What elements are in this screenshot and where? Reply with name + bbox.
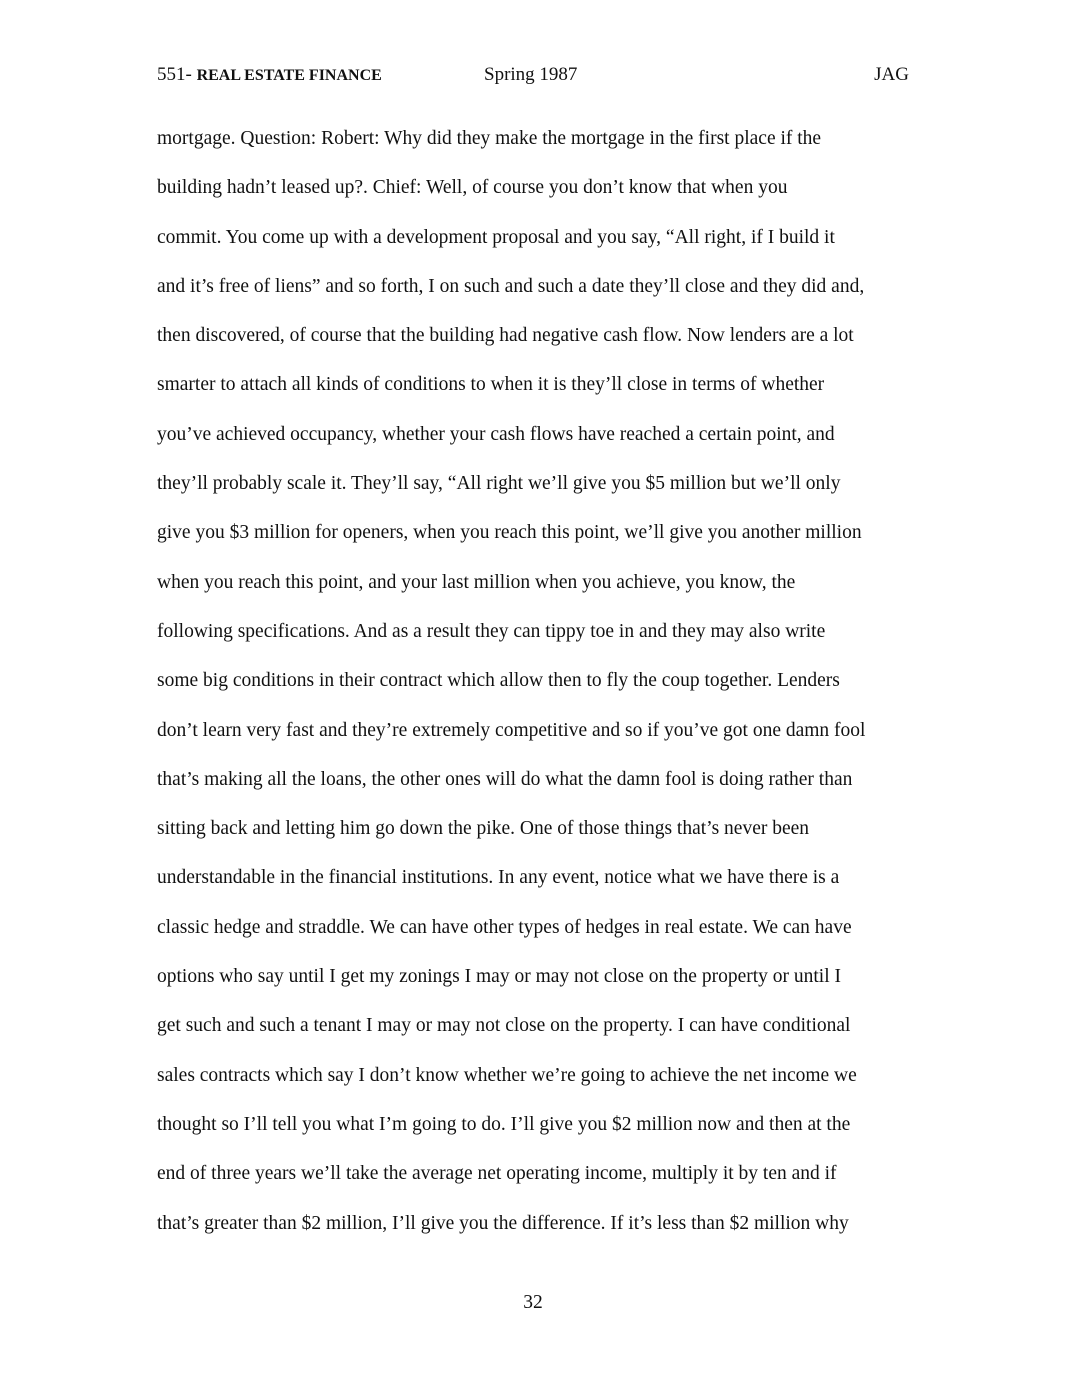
text-line: mortgage. Question: Robert: Why did they make the mortgage in the first place if the	[157, 128, 822, 149]
text-line: following specifications. And as a result they can tippy toe in and they may also write	[157, 620, 826, 642]
transcript-body	[157, 114, 917, 1248]
semester: Spring 1987	[484, 64, 578, 85]
text-line: understandable in the financial institutions. In any event, notice what we have there is a	[157, 867, 840, 889]
text-line: when you reach this point, and your last million when you achieve, you know, the	[157, 571, 796, 593]
text-line: that’s making all the loans, the other ones will do what the damn fool is doing rather than	[157, 768, 853, 790]
text-line: smarter to attach all kinds of conditions to when it is they’ll close in terms of whether	[157, 374, 825, 396]
course-number: 551-	[157, 64, 192, 85]
text-line: commit. You come up with a development proposal and you say, “All right, if I build it	[157, 226, 835, 248]
text-line: then discovered, of course that the building had negative cash flow. Now lenders are a lot	[157, 325, 854, 347]
page-number: 32	[523, 1292, 543, 1313]
text-line: you’ve achieved occupancy, whether your cash flows have reached a certain point, and	[157, 423, 835, 445]
text-line: end of three years we’ll take the average net operating income, multiply it by ten and if	[157, 1163, 837, 1185]
text-line: thought so I’ll tell you what I’m going to do. I’ll give you $2 million now and then at the	[157, 1113, 851, 1135]
text-line: some big conditions in their contract which allow then to fly the coup together. Lenders	[157, 670, 840, 692]
text-line: classic hedge and straddle. We can have other types of hedges in real estate. We can have	[157, 916, 852, 938]
page-header	[157, 64, 909, 90]
course-label	[157, 64, 382, 86]
text-line: building hadn’t leased up?. Chief: Well, of course you don’t know that when you	[157, 177, 788, 199]
text-line: and it’s free of liens” and so forth, I on such and such a date they’ll close and they did and,	[157, 275, 865, 297]
text-line: give you $3 million for openers, when you reach this point, we’ll give you another million	[157, 522, 862, 544]
text-line: get such and such a tenant I may or may not close on the property. I can have conditional	[157, 1015, 851, 1037]
author-initials: JAG	[874, 64, 909, 85]
course-title: REAL ESTATE FINANCE	[196, 67, 382, 84]
text-line: sitting back and letting him go down the pike. One of those things that’s never been	[157, 818, 810, 840]
text-line: sales contracts which say I don’t know whether we’re going to achieve the net income we	[157, 1064, 857, 1086]
text-line: they’ll probably scale it. They’ll say, “All right we’ll give you $5 million but we’ll only	[157, 473, 841, 495]
text-line: options who say until I get my zonings I may or may not close on the property or until I	[157, 966, 842, 988]
text-line: that’s greater than $2 million, I’ll give you the difference. If it’s less than $2 million why	[157, 1212, 849, 1234]
text-line: don’t learn very fast and they’re extremely competitive and so if you’ve got one damn fool	[157, 719, 866, 741]
